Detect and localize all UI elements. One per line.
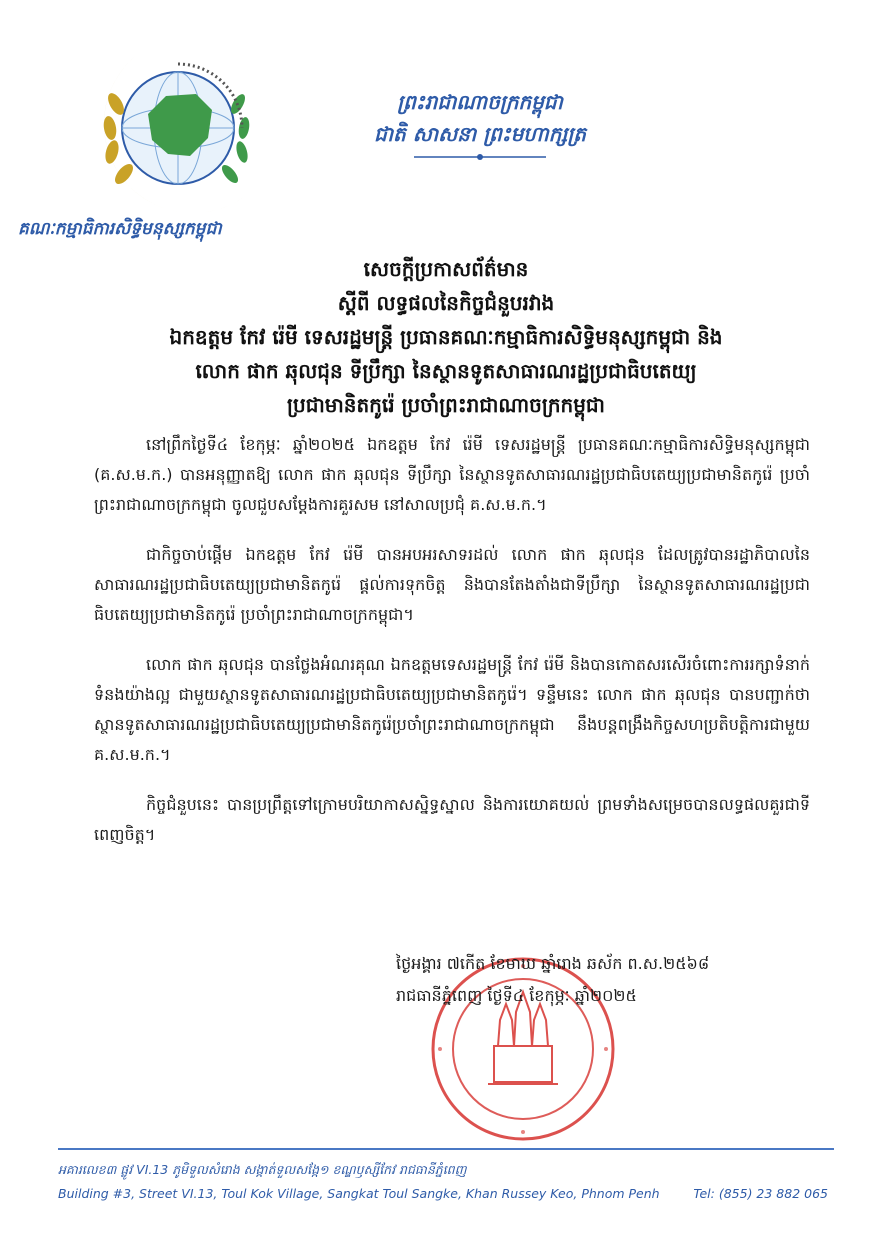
motto-kingdom: ព្រះរាជាណាចក្រកម្ពុជា xyxy=(397,90,563,114)
lunar-date: ថ្ងៃអង្គារ ៧កើត ខែមាឃ ឆ្នាំរោង ឆស័ក ព.ស.២៥៦៨ xyxy=(396,954,710,973)
document-body xyxy=(94,430,810,870)
national-motto xyxy=(320,86,640,150)
solar-date: រាជធានីភ្នំពេញ ថ្ងៃទី៤ ខែកុម្ភៈ ឆ្នាំ២០២៥ xyxy=(396,986,637,1005)
footer-address-row xyxy=(58,1182,834,1206)
footer xyxy=(58,1158,834,1206)
motto-ornament xyxy=(414,152,546,162)
title-line-3: ឯកឧត្តម កែវ រ៉េមី ទេសរដ្ឋមន្ត្រី ប្រធានគណៈកម្មាធិការសិទ្ធិមនុស្សកម្ពុជា និង xyxy=(169,325,723,349)
paragraph-4: កិច្ចជំនួបនេះ បានប្រព្រឹត្តទៅក្រោមបរិយាកាសស្និទ្ធស្នាល និងការយោគយល់ ព្រមទាំងសម្រេចបានលទ្ធផលគួរជាទីពេញចិត្ត។ xyxy=(94,795,810,844)
paragraph-1: នៅព្រឹកថ្ងៃទី៤ ខែកុម្ភៈ ឆ្នាំ២០២៥ ឯកឧត្តម កែវ រ៉េមី ទេសរដ្ឋមន្ត្រី ប្រធានគណៈកម្មាធិការសិទ្ធិមនុស្សកម្ពុជា (គ.ស.ម.ក.) បានអនុញ្ញាតឱ្យ លោក ផាក ឆុលជុន ទីប្រឹក្សា នៃស្ថានទូតសាធារណរដ្ឋប្រជាធិបតេយ្យប្រជាមានិតកូរ៉េ ប្រចាំព្រះរាជាណាចក្រកម្ពុជា ចូលជួបសម្តែងការគួរសម នៅសាលប្រជុំ គ.ស.ម.ក.។ xyxy=(94,435,810,514)
organization-name: គណៈកម្មាធិការសិទ្ធិមនុស្សកម្ពុជា xyxy=(18,219,222,239)
title-line-1: សេចក្តីប្រកាសព័ត៌មាន xyxy=(363,257,529,281)
footer-divider xyxy=(58,1148,834,1150)
footer-address-khmer: អគារលេខ៣ ផ្លូវ VI.13 ភូមិទួលសំរោង សង្កាត់ទួលសង្កែ១ ខណ្ឌឫស្សីកែវ រាជធានីភ្នំពេញ xyxy=(58,1162,467,1177)
organization-logo xyxy=(78,44,268,220)
footer-address-english: Building #3, Street VI.13, Toul Kok Village, Sangkat Toul Sangke, Khan Russey Keo, Phnom Penh xyxy=(58,1186,660,1201)
title-line-2: ស្តីពី លទ្ធផលនៃកិច្ចជំនួបរវាង xyxy=(337,291,555,315)
paragraph-3: លោក ផាក ឆុលជុន បានថ្លែងអំណរគុណ ឯកឧត្តមទេសរដ្ឋមន្ត្រី កែវ រ៉េមី និងបានកោតសរសើរចំពោះការរក្សាទំនាក់ទំនងយ៉ាងល្អ ជាមួយស្ថានទូតសាធារណរដ្ឋប្រជាធិបតេយ្យប្រជាមានិតកូរ៉េ។ ទន្ទឹមនេះ លោក ផាក ឆុលជុន បានបញ្ជាក់ថាស្ថានទូតសាធារណរដ្ឋប្រជាធិបតេយ្យប្រជាមានិតកូរ៉េប្រចាំព្រះរាជាណាចក្រកម្ពុជា នឹងបន្តពង្រឹងកិច្ចសហប្រតិបត្តិការជាមួយ គ.ស.ម.ក.។ xyxy=(94,655,810,764)
paragraph-2: ជាកិច្ចចាប់ផ្តើម ឯកឧត្តម កែវ រ៉េមី បានអបអរសាទរដល់ លោក ផាក ឆុលជុន ដែលត្រូវបានរដ្ឋាភិបាលនៃសាធារណរដ្ឋប្រជាធិបតេយ្យប្រជាមានិតកូរ៉េ ផ្តល់ការទុកចិត្ត និងបានតែងតាំងជាទីប្រឹក្សា នៃស្ថានទូតសាធារណរដ្ឋប្រជាធិបតេយ្យប្រជាមានិតកូរ៉េ ប្រចាំព្រះរាជាណាចក្រកម្ពុជា។ xyxy=(94,545,810,624)
title-line-4: លោក ផាក ឆុលជុន ទីប្រឹក្សា នៃស្ថានទូតសាធារណរដ្ឋប្រជាធិបតេយ្យ xyxy=(195,359,697,383)
footer-telephone: Tel: (855) 23 882 065 xyxy=(693,1186,828,1201)
title-line-5: ប្រជាមានិតកូរ៉េ ប្រចាំព្រះរាជាណាចក្រកម្ពុជា xyxy=(287,393,605,417)
document-title xyxy=(40,252,852,422)
motto-nation-religion-king: ជាតិ សាសនា ព្រះមហាក្សត្រ xyxy=(374,122,586,146)
date-block xyxy=(396,948,796,1012)
